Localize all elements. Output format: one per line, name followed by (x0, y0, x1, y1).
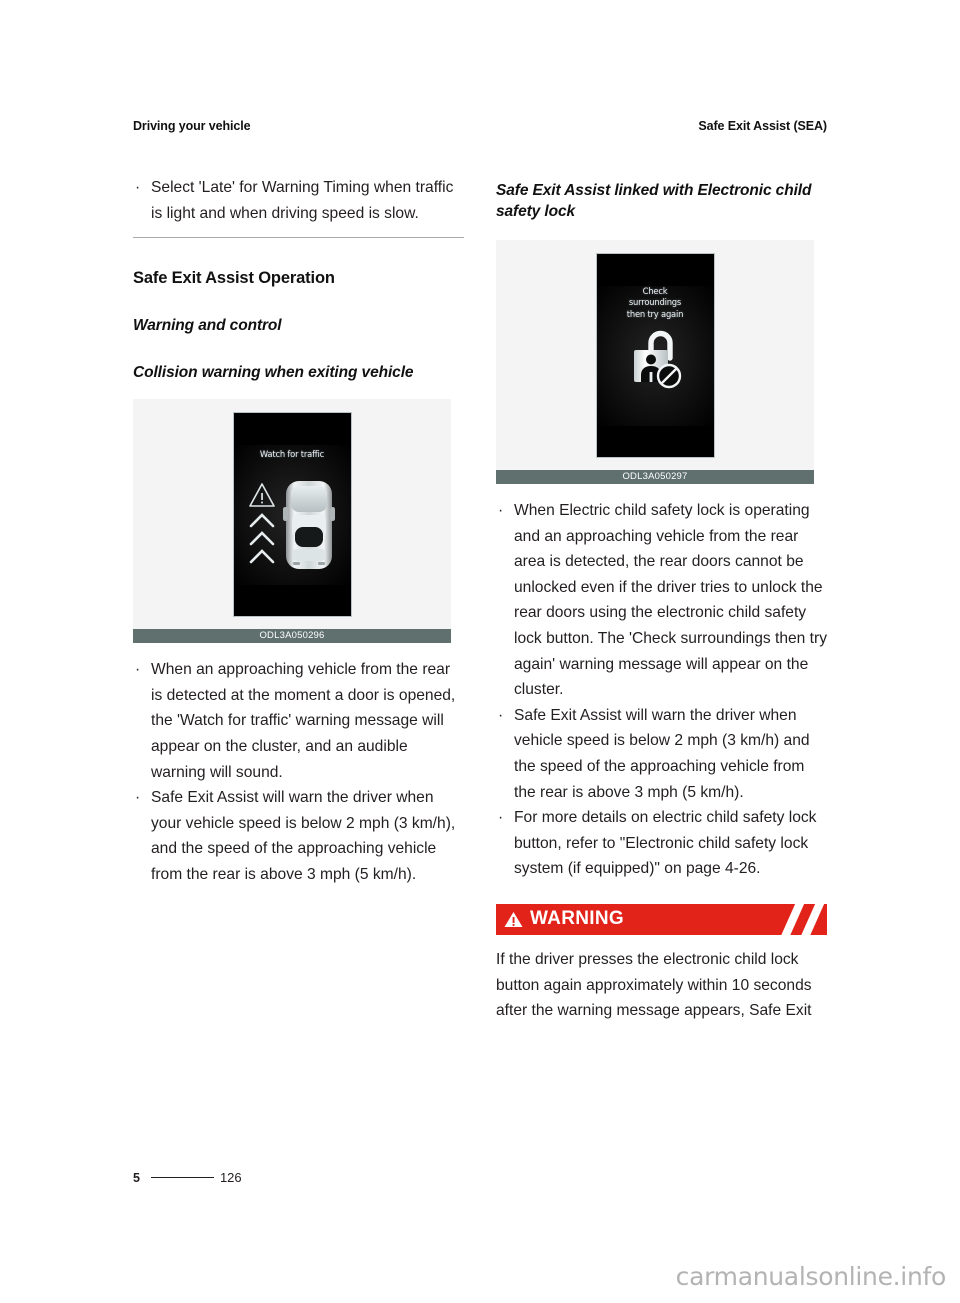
cluster-message (597, 286, 714, 321)
list-item (133, 785, 464, 887)
chevron-up-icon (251, 533, 273, 544)
heading-safe-exit-assist-linked: Safe Exit Assist linked with Electronic child safety lock (496, 182, 812, 220)
list-item (496, 498, 827, 703)
banner-slash-2 (798, 904, 827, 935)
list-item-text: Safe Exit Assist will warn the driver when your vehicle speed is below 2 mph (3 km/h), and the speed of the approaching vehicle from the rear is above 3 mph (5 km/h). (151, 789, 456, 883)
child-safety-lock-icon (597, 328, 714, 392)
footer-rule (151, 1177, 214, 1178)
warning-banner (496, 904, 827, 935)
heading-collision-warning-when-exiting-vehicle: Collision warning when exiting vehicle (133, 364, 414, 382)
figure-child-safety-lock (496, 240, 814, 484)
figure-image (496, 240, 814, 470)
site-watermark: carmanualsonline.info (675, 1262, 946, 1291)
page-number: 126 (219, 1170, 242, 1185)
list-item-text: For more details on electric child safety lock button, refer to "Electronic child safety lock system (if equipped)" on page 4-26. (514, 809, 817, 878)
list-item-text: Select 'Late' for Warning Timing when traffic is light and when driving speed is slow. (151, 179, 454, 222)
heading-safe-exit-assist-operation: Safe Exit Assist Operation (133, 269, 335, 288)
warning-label: WARNING (530, 908, 624, 930)
figure-image (133, 399, 451, 629)
bullet-dot: · (498, 502, 504, 519)
cluster-message: Watch for traffic (259, 448, 325, 459)
warning-triangle-icon (504, 911, 523, 928)
section-divider (133, 237, 464, 238)
chevron-up-icon (251, 515, 273, 526)
left-column (133, 175, 464, 1024)
cluster-message-line-3: then try again (626, 308, 684, 319)
list-item (133, 175, 464, 226)
running-head-left: Driving your vehicle (133, 119, 251, 133)
list-item-text: When an approaching vehicle from the rear is detected at the moment a door is opened, the 'Watch for traffic' warning message will appear on the cluster, and an audible warning will sound. (151, 661, 456, 781)
warning-body-text: If the driver presses the electronic child lock button again approximately within 10 seconds after the warning message appears, Safe Exit (496, 950, 812, 1020)
chevron-up-icon (251, 551, 273, 562)
bullet-dot: · (135, 789, 141, 807)
left-bullet-list (133, 657, 464, 887)
running-head (133, 119, 827, 133)
car-top-view-icon (280, 477, 338, 578)
page-footer (133, 1170, 242, 1185)
cluster-artwork (597, 328, 714, 438)
cluster-display (233, 412, 352, 617)
bullet-dot: · (498, 809, 504, 827)
warning-triangle-icon (250, 484, 274, 506)
sea-alert-icons (247, 481, 277, 578)
figure-collision-warning (133, 399, 451, 643)
list-item (496, 703, 827, 805)
right-bullet-list (496, 498, 827, 882)
left-top-bullet-list (133, 175, 464, 226)
cluster-display (596, 253, 715, 458)
warning-and-chevrons-group (247, 481, 277, 573)
running-head-right: Safe Exit Assist (SEA) (698, 119, 827, 133)
figure-caption: ODL3A050297 (496, 470, 814, 484)
list-item-text: Safe Exit Assist will warn the driver when vehicle speed is below 2 mph (3 km/h) and the speed of the approaching vehicle from the rear is above 3 mph (5 km/h). (514, 706, 810, 801)
bullet-dot: · (135, 661, 141, 679)
right-column (496, 175, 827, 1024)
bullet-dot: · (135, 179, 141, 196)
prohibition-icon (658, 365, 680, 387)
figure-caption: ODL3A050296 (133, 629, 451, 643)
cluster-message-line-2: surroundings (628, 297, 682, 307)
bullet-dot: · (498, 706, 504, 724)
cluster-message-line-1: Check (642, 285, 668, 296)
list-item-text: When Electric child safety lock is operating and an approaching vehicle from the rear area is detected, the rear doors cannot be unlocked even if the driver tries to unlock the rear doors using the electronic child safety lock button. The 'Check surroundings then try again' warning message will appear on the cluster. (514, 502, 828, 699)
page-columns (133, 175, 827, 1024)
list-item (133, 657, 464, 785)
cluster-artwork (234, 477, 351, 587)
chapter-number: 5 (133, 1170, 140, 1185)
list-item (496, 805, 827, 882)
heading-warning-and-control: Warning and control (133, 317, 282, 335)
